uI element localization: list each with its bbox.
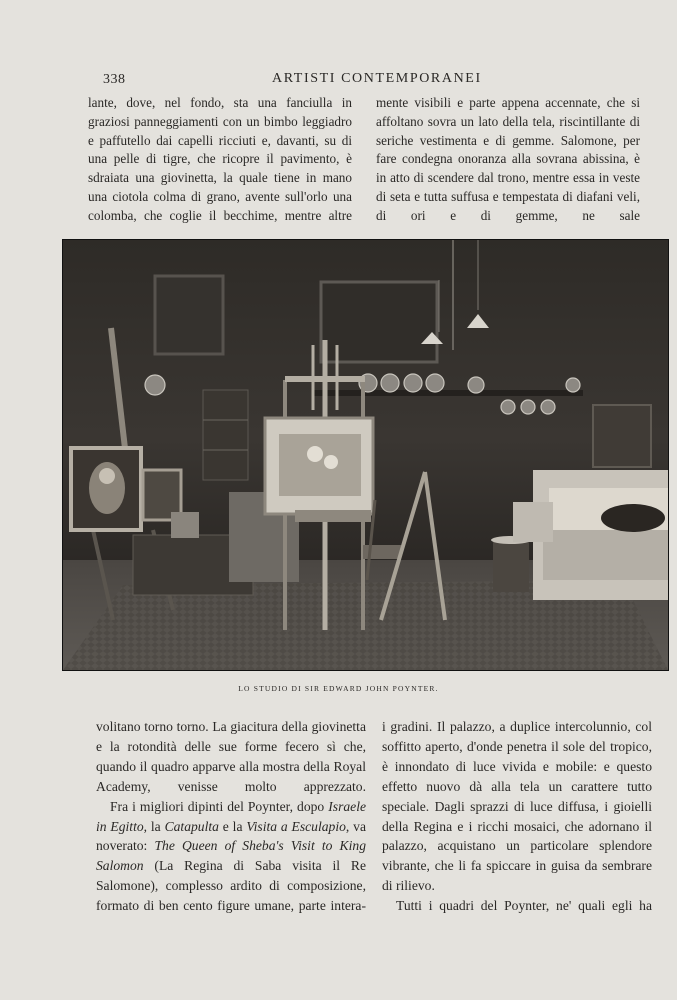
figure-caption: LO STUDIO DI SIR EDWARD JOHN POYNTER. xyxy=(238,684,439,693)
running-title: ARTISTI CONTEMPORANEI xyxy=(272,71,482,86)
text-column-top-right xyxy=(376,94,640,226)
paragraph-poynter-works xyxy=(96,797,366,916)
italic-title: The Queen of Sheba's Visit to King Salomon xyxy=(96,838,366,874)
text-run: (La Regina di Saba visita il Re Salomone), complesso ardito di composizione, formato di ben cento figure umane, parte intera- xyxy=(96,858,366,914)
paragraph-continuation: i gradini. Il palazzo, a duplice intercolunnio, col soffitto aperto, d'onde penetra il sole del tropico, è innondato di luce vivida e mobile: e questo effetto nuovo dà alla tela un carattere tutto speciale. Dagli sprazzi di luce diffusa, i gioielli della Regina e i ricchi mosaici, che adornano il palazzo, acquistano un particolare splendore vibrante, che li fa spiccare in guisa da sembrare di rilievo. xyxy=(382,719,652,894)
italic-title: Israele in Egitto xyxy=(96,798,366,834)
text-run: Fra i migliori dipinti del Poynter, dopo xyxy=(110,798,329,814)
text-run: , la xyxy=(143,818,165,834)
italic-title: Catapulta xyxy=(164,818,219,834)
text-run: , va noverato: xyxy=(96,818,366,854)
text-run: e la xyxy=(218,818,247,834)
paragraph-continuation: lante, dove, nel fondo, sta una fanciulla in graziosi panneggiamenti con un bimbo leggiadro e paffutello dai capelli ricciuti e, davanti, su di una pelle di tigre, che ricopre il pavimento, è sdraiata una giovinetta, la quale tiene in mano una ciotola colma di grano, avente sull'orlo una colomba, che coglie il becchime, mentre altre xyxy=(88,95,352,223)
page-number: 338 xyxy=(103,72,126,87)
text-column-bottom-right xyxy=(382,717,652,916)
text-column-bottom-left xyxy=(96,717,366,916)
studio-photograph xyxy=(62,239,669,671)
paragraph-continuation: volitano torno torno. La giacitura della giovinetta e la rotondità delle sue forme fecero sì che, quando il quadro apparve alla mostra della Royal Academy, venisse molto apprezzato. xyxy=(96,719,366,794)
italic-title: Visita a Esculapio xyxy=(246,818,346,834)
paragraph-continuation: mente visibili e parte appena accennate, che si affoltano sovra un lato della tela, riscintillante di seriche vestimenta e di gemme. Salomone, per fare condegna onoranza alla sovrana abissina, è in atto di scendere dal trono, mentre essa in veste di seta e tutta suffusa e tempestata di diafani veli, di ori e di gemme, ne sale xyxy=(376,95,640,223)
paragraph-start: Tutti i quadri del Poynter, ne' quali egli ha xyxy=(396,898,652,914)
text-column-top-left xyxy=(88,94,352,226)
